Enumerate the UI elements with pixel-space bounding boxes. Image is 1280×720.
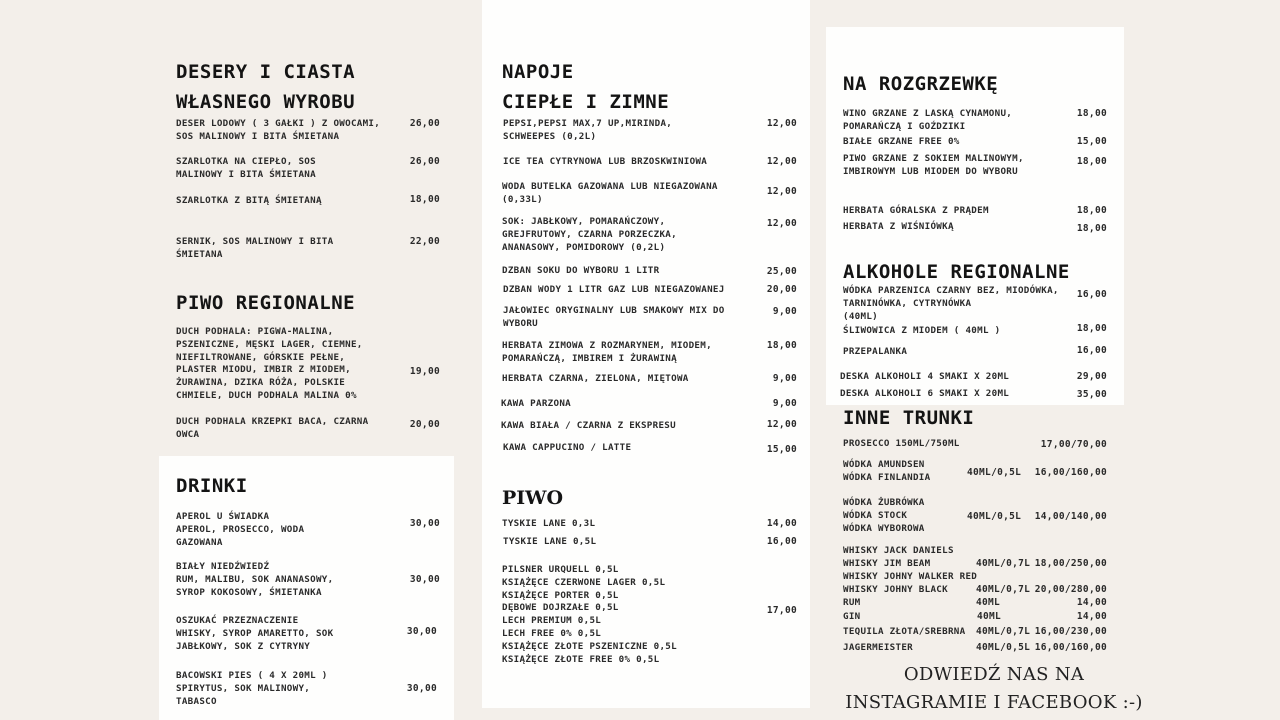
social-media-footer (836, 661, 1152, 717)
menu-item: HERBATA CZARNA, ZIELONA, MIĘTOWA (502, 373, 689, 384)
item-price: 18,00 (1076, 323, 1107, 334)
item-price: 14,00 (766, 518, 797, 529)
menu-item: SOK: JABŁKOWY, POMARAŃCZOWY, GREJFRUTOWY, CZARNA PORZECZKA, ANANASOWY, POMIDOROWY (0,2L) (502, 216, 677, 253)
menu-item: PEPSI,PEPSI MAX,7 UP,MIRINDA, SCHWEEPES (0,2L) (503, 118, 673, 142)
item-price: 18,00 (1076, 223, 1107, 234)
item-size: 40ML (976, 597, 1001, 608)
menu-item: TEQUILA ZŁOTA/SREBRNA (843, 626, 966, 637)
section-title: CIEPŁE I ZIMNE (502, 91, 670, 113)
item-price: 19,00 (409, 366, 440, 377)
section-title: NA ROZGRZEWKĘ (843, 73, 999, 95)
menu-item: KAWA PARZONA (501, 398, 571, 409)
item-size: 40ML/0,7L (976, 584, 1031, 595)
item-price: 17,00/70,00 (1040, 439, 1107, 450)
menu-item: WODA BUTELKA GAZOWANA LUB NIEGAZOWANA (0,33L) (502, 181, 718, 205)
section-title: PIWO REGIONALNE (176, 292, 356, 314)
menu-item: PROSECCO 150ML/750ML (843, 438, 960, 449)
menu-item: WÓDKA PARZENICA CZARNY BEZ, MIODÓWKA, TARNINÓWKA, CYTRYNÓWKA (40ML) (843, 285, 1059, 322)
menu-item: WHISKY JOHNY WALKER RED (843, 571, 978, 582)
item-size: 40ML/0,5L (967, 511, 1022, 522)
item-price: 12,00 (766, 118, 797, 129)
item-price: 30,00 (406, 683, 437, 694)
item-price: 16,00/230,00 (1034, 626, 1107, 637)
item-size: 40ML (977, 611, 1002, 622)
item-price: 12,00 (766, 156, 797, 167)
menu-item: HERBATA ZIMOWA Z ROZMARYNEM, MIODEM, POMARAŃCZĄ, IMBIREM I ŻURAWINĄ (502, 340, 712, 364)
item-price: 17,00 (766, 605, 797, 616)
item-price: 26,00 (409, 118, 440, 129)
menu-item: DZBAN SOKU DO WYBORU 1 LITR (502, 265, 660, 276)
menu-item: APEROL U ŚWIADKA APEROL, PROSECCO, WODA GAZOWANA (176, 511, 305, 548)
item-price: 30,00 (409, 518, 440, 529)
menu-item: DZBAN WODY 1 LITR GAZ LUB NIEGAZOWANEJ (503, 284, 725, 295)
menu-item: PIWO GRZANE Z SOKIEM MALINOWYM, IMBIROWYM LUB MIODEM DO WYBORU (843, 153, 1024, 177)
menu-item: DESKA ALKOHOLI 4 SMAKI X 20ML (840, 371, 1010, 382)
footer-line: INSTAGRAMIE I FACEBOOK :-) (845, 692, 1143, 713)
item-price: 16,00 (766, 536, 797, 547)
menu-item: PILSNER URQUELL 0,5L KSIĄŻĘCE CZERWONE LAGER 0,5L KSIĄŻĘCE PORTER 0,5L DĘBOWE DOJRZAŁE 0,5L LECH PREMIUM 0,5L LECH FREE 0% 0,5L KSIĄŻĘCE ZŁOTE PSZENICZNE 0,5L KSIĄŻĘCE ZŁOTE FREE 0% 0,5L (502, 564, 677, 665)
section-title: DRINKI (176, 475, 248, 497)
menu-item: KAWA BIAŁA / CZARNA Z EKSPRESU (501, 420, 676, 431)
section-title: INNE TRUNKI (843, 407, 975, 429)
menu-item: SZARLOTKA NA CIEPŁO, SOS MALINOWY I BITA ŚMIETANA (176, 156, 316, 180)
menu-item: OSZUKAĆ PRZEZNACZENIE WHISKY, SYROP AMARETTO, SOK JABŁKOWY, SOK Z CYTRYNY (176, 615, 334, 652)
menu-item: ŚLIWOWICA Z MIODEM ( 40ML ) (843, 325, 1001, 336)
menu-item: HERBATA GÓRALSKA Z PRĄDEM (843, 205, 989, 216)
section-title: DESERY I CIASTA (176, 61, 356, 83)
item-price: 9,00 (772, 373, 797, 384)
item-price: 18,00 (1076, 205, 1107, 216)
menu-item: DUCH PODHALA KRZEPKI BACA, CZARNA OWCA (176, 416, 369, 440)
item-price: 9,00 (772, 398, 797, 409)
item-price: 22,00 (409, 236, 440, 247)
item-price: 15,00 (1076, 136, 1107, 147)
item-price: 18,00 (766, 340, 797, 351)
item-size: 40ML/0,7L (976, 626, 1031, 637)
menu-item: JAGERMEISTER (843, 642, 913, 653)
menu-item: RUM (843, 597, 861, 608)
item-price: 18,00 (409, 194, 440, 205)
item-price: 29,00 (1076, 371, 1107, 382)
menu-item: JAŁOWIEC ORYGINALNY LUB SMAKOWY MIX DO WYBORU (503, 305, 725, 329)
menu-item: WHISKY JOHNY BLACK (843, 584, 948, 595)
menu-item: KAWA CAPPUCINO / LATTE (503, 442, 632, 453)
item-price: 16,00/160,00 (1034, 467, 1107, 478)
menu-item: TYSKIE LANE 0,3L (502, 518, 596, 529)
menu-item: HERBATA Z WIŚNIÓWKĄ (843, 221, 954, 232)
menu-item: WHISKY JIM BEAM (843, 558, 931, 569)
menu-item: DESKA ALKOHOLI 6 SMAKI X 20ML (840, 388, 1010, 399)
section-title: WŁASNEGO WYROBU (176, 91, 356, 113)
item-price: 30,00 (409, 574, 440, 585)
item-price: 14,00/140,00 (1034, 511, 1107, 522)
menu-item: SERNIK, SOS MALINOWY I BITA ŚMIETANA (176, 236, 334, 260)
section-title: PIWO (502, 487, 564, 509)
item-price: 14,00 (1076, 597, 1107, 608)
item-price: 25,00 (766, 266, 797, 277)
item-price: 15,00 (766, 444, 797, 455)
item-price: 26,00 (409, 156, 440, 167)
item-price: 12,00 (766, 218, 797, 229)
item-size: 40ML/0,5L (976, 642, 1031, 653)
item-price: 18,00/250,00 (1034, 558, 1107, 569)
item-price: 20,00 (409, 419, 440, 430)
menu-item: DUCH PODHALA: PIGWA-MALINA, PSZENICZNE, MĘSKI LAGER, CIEMNE, NIEFILTROWANE, GÓRSKIE PEŁNE, PLASTER MIODU, IMBIR Z MIODEM, ŻURAWINA, DZIKA RÓŻA, POLSKIE CHMIELE, DUCH PODHALA MALINA 0% (176, 326, 363, 401)
item-price: 9,00 (772, 306, 797, 317)
item-size: 40ML/0,7L (976, 558, 1031, 569)
section-title: NAPOJE (502, 61, 574, 83)
menu-item: BIAŁE GRZANE FREE 0% (843, 136, 960, 147)
item-price: 16,00 (1076, 289, 1107, 300)
menu-item: WHISKY JACK DANIELS (843, 545, 954, 556)
menu-item: DESER LODOWY ( 3 GAŁKI ) Z OWOCAMI, SOS MALINOWY I BITA ŚMIETANA (176, 118, 381, 142)
menu-item: WINO GRZANE Z LASKĄ CYNAMONU, POMARAŃCZĄ I GOŹDZIKI (843, 108, 1013, 132)
item-size: 40ML/0,5L (967, 467, 1022, 478)
item-price: 35,00 (1076, 389, 1107, 400)
footer-line: ODWIEDŹ NAS NA (903, 664, 1085, 685)
menu-item: WÓDKA AMUNDSEN WÓDKA FINLANDIA (843, 459, 931, 483)
item-price: 30,00 (406, 626, 437, 637)
item-price: 16,00 (1076, 345, 1107, 356)
menu-item: BACOWSKI PIES ( 4 X 20ML ) SPIRYTUS, SOK MALINOWY, TABASCO (176, 670, 328, 707)
item-price: 14,00 (1076, 611, 1107, 622)
menu-item: WÓDKA ŻUBRÓWKA WÓDKA STOCK WÓDKA WYBOROWA (843, 497, 925, 534)
item-price: 18,00 (1076, 108, 1107, 119)
menu-item: ICE TEA CYTRYNOWA LUB BRZOSKWINIOWA (503, 156, 708, 167)
item-price: 16,00/160,00 (1034, 642, 1107, 653)
menu-item: SZARLOTKA Z BITĄ ŚMIETANĄ (176, 195, 322, 206)
menu-item: GIN (843, 611, 861, 622)
item-price: 12,00 (766, 186, 797, 197)
section-title: ALKOHOLE REGIONALNE (843, 261, 1070, 283)
item-price: 20,00 (766, 284, 797, 295)
item-price: 18,00 (1076, 156, 1107, 167)
item-price: 12,00 (766, 419, 797, 430)
item-price: 20,00/280,00 (1034, 584, 1107, 595)
menu-item: PRZEPALANKA (843, 346, 908, 357)
menu-item: TYSKIE LANE 0,5L (503, 536, 597, 547)
menu-item: BIAŁY NIEDŹWIEDŹ RUM, MALIBU, SOK ANANASOWY, SYROP KOKOSOWY, ŚMIETANKA (176, 561, 334, 598)
